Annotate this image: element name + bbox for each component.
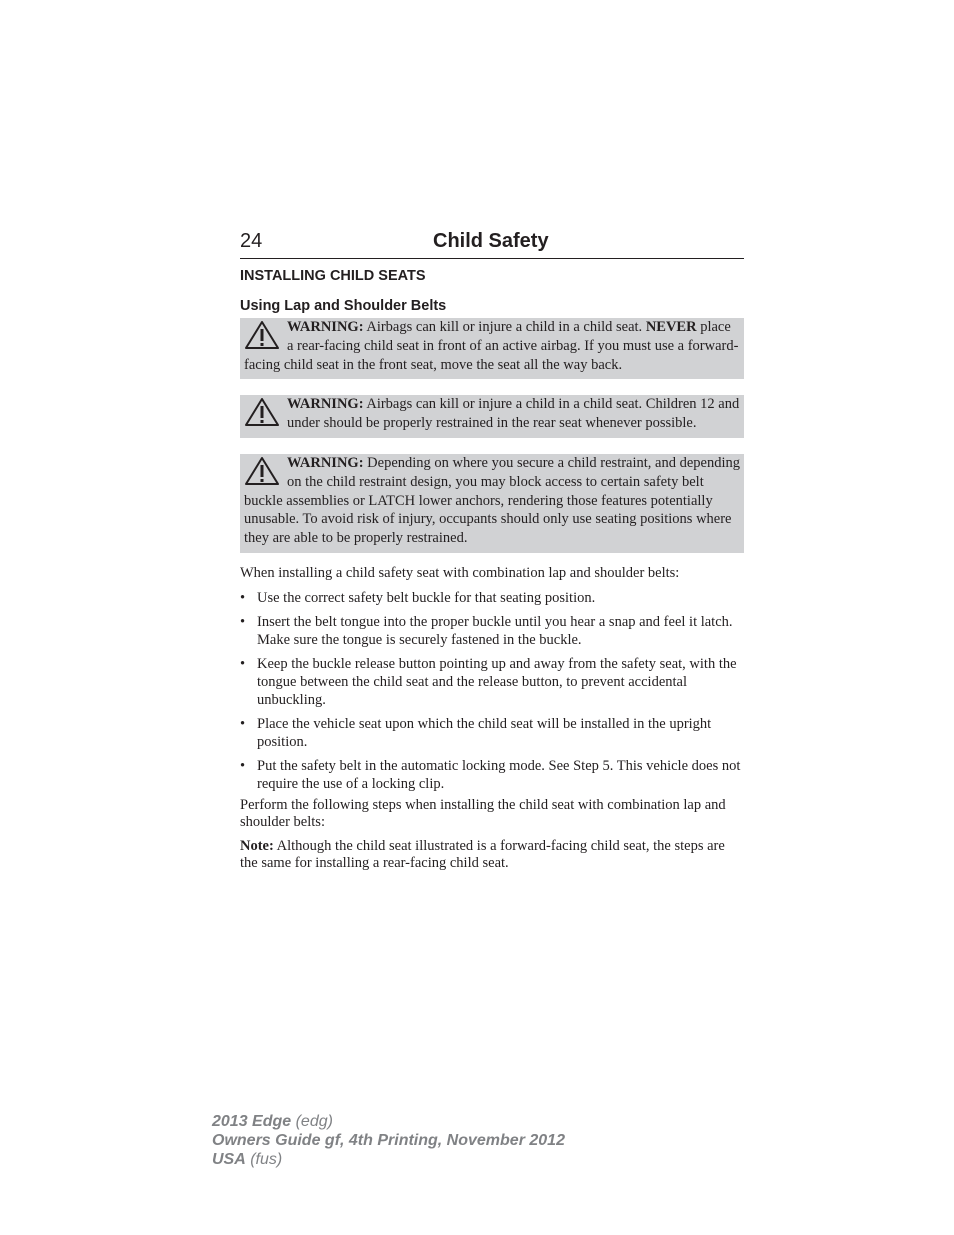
- list-item-text: Keep the buckle release button pointing up and away from the safety seat, with the tongue between the child seat and the release button, to prevent accidental unbuckling.: [257, 655, 737, 708]
- warning-text: Airbags can kill or injure a child in a child seat.: [363, 319, 646, 335]
- footer-market: USA: [212, 1151, 246, 1168]
- bullet-list: [240, 589, 744, 793]
- subsection-title: Using Lap and Shoulder Belts: [240, 298, 447, 314]
- warning-triangle-icon: [244, 320, 280, 350]
- list-item: [240, 589, 744, 607]
- list-item: [240, 715, 744, 751]
- list-item: [240, 757, 744, 793]
- warning-text: place a rear-facing child seat in front of an active airbag. If you must use a forward-facing child seat in the front seat, move the seat all the way back.: [244, 319, 739, 373]
- bullet-dot: •: [240, 613, 246, 630]
- note-label: Note:: [240, 837, 274, 854]
- page-number: 24: [240, 230, 263, 252]
- footer-market-code: (fus): [245, 1151, 283, 1168]
- footer-line-1: [212, 1112, 565, 1131]
- warning-label: WARNING:: [287, 319, 364, 335]
- footer-guide-info: Owners Guide gf, 4th Printing, November 2012: [212, 1132, 565, 1149]
- list-item: [240, 613, 744, 649]
- steps-intro-paragraph: Perform the following steps when installing the child seat with combination lap and shoulder belts:: [240, 796, 726, 830]
- note-paragraph: [240, 838, 744, 872]
- page-header: [240, 228, 744, 259]
- section-title: INSTALLING CHILD SEATS: [240, 268, 426, 284]
- warning-triangle-icon: [244, 397, 280, 427]
- bullet-dot: •: [240, 757, 246, 774]
- footer-model: 2013 Edge: [212, 1113, 292, 1130]
- page-footer: [212, 1112, 565, 1169]
- footer-line-2: [212, 1131, 565, 1150]
- list-item-text: Insert the belt tongue into the proper buckle until you hear a snap and feel it latch. Make sure the tongue is securely fastened in the buckle.: [257, 613, 733, 648]
- warning-text: Airbags can kill or injure a child in a child seat. Children 12 and under should be properly restrained in the rear seat whenever possible.: [287, 396, 740, 432]
- bullet-dot: •: [240, 715, 246, 732]
- footer-line-3: [212, 1150, 565, 1169]
- warning-triangle-icon: [244, 456, 280, 486]
- intro-paragraph: When installing a child safety seat with combination lap and shoulder belts:: [240, 564, 680, 581]
- bullet-dot: •: [240, 655, 246, 672]
- page-content: [240, 266, 744, 879]
- list-item-text: Use the correct safety belt buckle for that seating position.: [257, 589, 596, 606]
- warning-emphasis: NEVER: [645, 319, 697, 335]
- bullet-dot: •: [240, 589, 246, 606]
- list-item-text: Put the safety belt in the automatic locking mode. See Step 5. This vehicle does not require the use of a locking clip.: [257, 757, 741, 792]
- footer-model-code: (edg): [291, 1113, 333, 1130]
- warning-text: Depending on where you secure a child restraint, and depending on the child restraint design, you may block access to certain safety belt buckle assemblies or LATCH lower anchors, rendering those features potentially unusable. To avoid risk of injury, occupants should only use seating positions where they are able to be properly restrained.: [244, 454, 741, 547]
- list-item-text: Place the vehicle seat upon which the child seat will be installed in the upright position.: [257, 715, 712, 750]
- note-text: Although the child seat illustrated is a forward-facing child seat, the steps are the same for installing a rear-facing child seat.: [240, 837, 725, 871]
- list-item: [240, 655, 744, 709]
- warning-label: WARNING:: [287, 396, 364, 413]
- warning-box-3: [240, 454, 744, 553]
- warning-label: WARNING:: [287, 454, 364, 471]
- warning-box-2: [240, 395, 744, 438]
- warning-box-1: [240, 318, 744, 379]
- chapter-title: Child Safety: [433, 230, 549, 252]
